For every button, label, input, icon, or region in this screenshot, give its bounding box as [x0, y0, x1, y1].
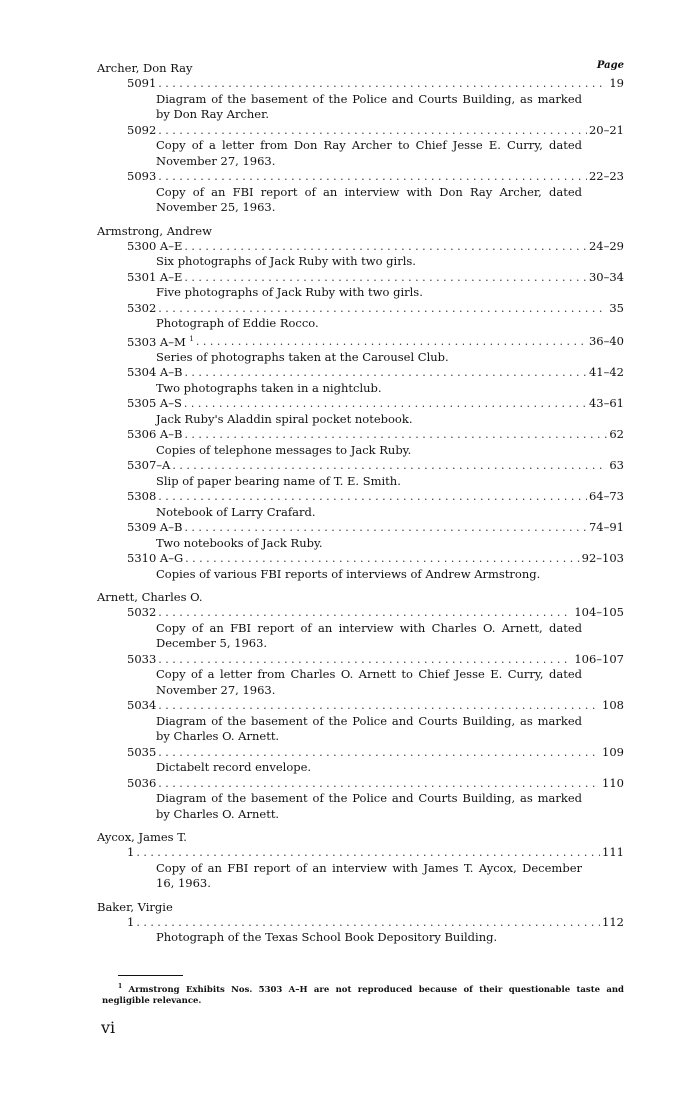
- exhibit-line: [127, 652, 624, 668]
- witness-group: [97, 899, 624, 946]
- exhibit-number: [127, 745, 156, 761]
- exhibit-entry: [97, 123, 624, 170]
- exhibit-number: [127, 427, 182, 443]
- exhibit-number: [127, 458, 170, 474]
- dot-leader: [158, 123, 587, 139]
- footnote-rule: [118, 975, 183, 976]
- exhibit-number: [127, 239, 182, 255]
- exhibit-number: [127, 698, 156, 714]
- exhibit-page: 35: [609, 300, 624, 315]
- dot-leader: [158, 301, 607, 317]
- exhibit-number-text: 5035: [127, 744, 157, 759]
- exhibit-number-text: 5093: [127, 169, 157, 183]
- witness-group: [97, 829, 624, 892]
- exhibit-number-text: 5308: [127, 489, 157, 504]
- exhibit-number-text: 5301 A–E: [127, 269, 183, 284]
- exhibit-entry: [97, 551, 624, 582]
- exhibit-number: [127, 520, 182, 536]
- witness-group: [97, 60, 624, 216]
- exhibit-number-text: 5307–A: [127, 458, 171, 473]
- exhibit-number: [127, 270, 182, 286]
- exhibit-number-text: 5302: [127, 300, 157, 315]
- exhibit-number: [127, 652, 156, 668]
- exhibit-page: 104–105: [574, 605, 624, 620]
- exhibit-number-text: 5304 A–B: [127, 365, 183, 380]
- exhibit-number-text: 5091: [127, 76, 157, 90]
- exhibit-number: [127, 169, 156, 185]
- exhibit-number: [127, 301, 156, 317]
- exhibit-line: [127, 270, 624, 286]
- exhibit-description: Copies of telephone messages to Jack Ruby.: [156, 442, 412, 457]
- exhibit-number-text: 5309 A–B: [127, 520, 183, 535]
- exhibit-description: Six photographs of Jack Ruby with two girls.: [156, 254, 416, 268]
- exhibit-description: Diagram of the basement of the Police and Courts Building, as marked by Don Ray Archer.: [156, 91, 582, 121]
- exhibit-number-text: 5032: [127, 605, 157, 620]
- exhibit-description: Jack Ruby's Aladdin spiral pocket notebook.: [156, 411, 413, 426]
- exhibit-page: 92–103: [581, 551, 624, 566]
- exhibit-number-text: 1: [127, 914, 135, 929]
- exhibit-entry: [97, 845, 624, 892]
- dot-leader: [158, 489, 587, 505]
- exhibit-page: 112: [602, 914, 624, 929]
- exhibit-entry: [97, 427, 624, 458]
- exhibit-number: [127, 915, 134, 931]
- dot-leader: [158, 652, 572, 668]
- exhibit-entry: [97, 76, 624, 123]
- exhibit-line: [127, 427, 624, 443]
- exhibit-entry: [97, 652, 624, 699]
- exhibit-page: 62: [609, 427, 624, 442]
- exhibit-number-text: 5034: [127, 698, 157, 713]
- exhibit-page: 36–40: [588, 334, 624, 349]
- page-folio: vi: [101, 1018, 116, 1037]
- exhibit-line: [127, 605, 624, 621]
- dot-leader: [184, 239, 587, 255]
- exhibit-line: [127, 845, 624, 861]
- exhibit-number-text: 5306 A–B: [127, 427, 183, 442]
- exhibit-entry: [97, 776, 624, 823]
- dot-leader: [158, 169, 587, 185]
- witness-group: [97, 589, 624, 822]
- exhibit-description: Copy of an FBI report of an interview with Charles O. Arnett, dated December 5, 1963.: [156, 620, 582, 651]
- exhibit-entry: [97, 605, 624, 652]
- exhibit-description: Copy of a letter from Charles O. Arnett to Chief Jesse E. Curry, dated November 27, 1963.: [156, 667, 582, 697]
- witness-group: [97, 223, 624, 583]
- exhibit-line: [127, 396, 624, 412]
- exhibit-description: Dictabelt record envelope.: [156, 760, 312, 775]
- dot-leader: [185, 551, 579, 567]
- dot-leader: [158, 745, 600, 761]
- exhibit-description: Slip of paper bearing name of T. E. Smith.: [156, 473, 401, 488]
- exhibit-entry: [97, 489, 624, 520]
- exhibit-line: [127, 698, 624, 714]
- exhibit-number: [127, 396, 182, 412]
- exhibit-entry: [97, 520, 624, 551]
- exhibit-line: [127, 365, 624, 381]
- dot-leader: [158, 698, 600, 714]
- exhibit-entry: [97, 745, 624, 776]
- exhibit-page: 20–21: [588, 122, 624, 137]
- witness-name: Aycox, James T.: [97, 830, 187, 845]
- exhibit-number: [127, 76, 156, 92]
- exhibit-number-text: 5310 A–G: [127, 551, 184, 566]
- exhibit-description: Copy of a letter from Don Ray Archer to Chief Jesse E. Curry, dated November 27, 1963.: [156, 138, 582, 168]
- exhibit-line: [127, 489, 624, 505]
- footnote-text: Armstrong Exhibits Nos. 5303 A–H are not reproduced because of their questionable taste and negligible relevance.: [102, 984, 625, 1006]
- dot-leader: [172, 458, 607, 474]
- dot-leader: [136, 845, 600, 861]
- exhibit-entry: [97, 332, 624, 366]
- exhibit-number: [127, 605, 156, 621]
- exhibit-entry: [97, 270, 624, 301]
- witness-name: Arnett, Charles O.: [97, 590, 203, 605]
- exhibit-page: 30–34: [588, 269, 624, 284]
- exhibit-description: Copies of various FBI reports of interviews of Andrew Armstrong.: [156, 566, 541, 581]
- footnote-reference: 1: [189, 334, 194, 343]
- exhibit-page: 41–42: [588, 365, 624, 380]
- exhibit-line: [127, 239, 624, 255]
- exhibit-number: [127, 776, 156, 792]
- exhibit-page: 63: [609, 458, 624, 473]
- exhibit-line: [127, 332, 624, 350]
- exhibit-line: [127, 745, 624, 761]
- exhibit-number: [127, 489, 156, 505]
- exhibit-entry: [97, 301, 624, 332]
- exhibit-entry: [97, 365, 624, 396]
- dot-leader: [136, 915, 600, 931]
- exhibit-description: Copy of an FBI report of an interview with James T. Aycox, December 16, 1963.: [156, 860, 582, 891]
- exhibit-line: [127, 301, 624, 317]
- exhibit-description: Diagram of the basement of the Police and Courts Building, as marked by Charles O. Arnett.: [156, 791, 582, 821]
- exhibit-page: 24–29: [588, 238, 624, 253]
- exhibit-entry: [97, 458, 624, 489]
- dot-leader: [184, 365, 587, 381]
- footnote: [102, 981, 624, 1007]
- exhibit-number: [127, 332, 194, 350]
- exhibit-number: [127, 123, 156, 139]
- exhibit-entry: [97, 239, 624, 270]
- exhibit-entry: [97, 396, 624, 427]
- dot-leader: [158, 76, 607, 92]
- exhibit-page: 19: [609, 76, 624, 90]
- witness-name: Baker, Virgie: [97, 899, 173, 914]
- exhibit-line: [127, 458, 624, 474]
- exhibit-description: Diagram of the basement of the Police and Courts Building, as marked by Charles O. Arnett.: [156, 713, 582, 744]
- exhibit-line: [127, 520, 624, 536]
- exhibit-page: 64–73: [588, 489, 624, 504]
- exhibit-number-text: 1: [127, 845, 135, 860]
- exhibit-number-text: 5036: [127, 775, 157, 790]
- exhibit-description: Two photographs taken in a nightclub.: [156, 380, 382, 395]
- exhibit-number-text: 5033: [127, 651, 157, 666]
- exhibit-line: [127, 915, 624, 931]
- exhibit-number-text: 5092: [127, 122, 157, 137]
- exhibit-description: Two notebooks of Jack Ruby.: [156, 535, 323, 550]
- exhibit-line: [127, 776, 624, 792]
- exhibit-entry: [97, 698, 624, 745]
- exhibit-page: 110: [602, 775, 624, 790]
- exhibit-page: 109: [602, 744, 624, 759]
- exhibit-description: Copy of an FBI report of an interview with Don Ray Archer, dated November 25, 1963.: [156, 184, 582, 214]
- exhibit-description: Notebook of Larry Crafard.: [156, 504, 316, 519]
- exhibit-entry: [97, 169, 624, 216]
- exhibit-number: [127, 551, 183, 567]
- exhibit-description: Series of photographs taken at the Carousel Club.: [156, 349, 449, 364]
- dot-leader: [184, 270, 587, 286]
- exhibit-number-text: 5303 A–M: [127, 334, 186, 349]
- exhibit-page: 74–91: [588, 520, 624, 535]
- witness-name: Archer, Don Ray: [97, 61, 193, 75]
- exhibit-description: Photograph of the Texas School Book Depository Building.: [156, 930, 498, 945]
- dot-leader: [158, 605, 572, 621]
- dot-leader: [158, 776, 600, 792]
- exhibit-page: 108: [602, 698, 624, 713]
- exhibit-entry: [97, 915, 624, 946]
- exhibit-line: [127, 169, 624, 185]
- exhibit-description: Five photographs of Jack Ruby with two girls.: [156, 285, 423, 299]
- exhibit-page: 111: [602, 845, 624, 860]
- witness-name: Armstrong, Andrew: [97, 223, 212, 238]
- exhibit-page: 22–23: [588, 169, 624, 183]
- exhibit-index: [97, 60, 624, 953]
- exhibit-line: [127, 551, 624, 567]
- dot-leader: [184, 396, 587, 412]
- exhibit-number-text: 5300 A–E: [127, 238, 183, 253]
- dot-leader: [184, 520, 587, 536]
- footnote-marker: 1: [118, 983, 123, 990]
- exhibit-number: [127, 845, 134, 861]
- exhibit-number-text: 5305 A–S: [127, 396, 182, 411]
- exhibit-page: 43–61: [588, 396, 624, 411]
- exhibit-line: [127, 76, 624, 92]
- exhibit-page: 106–107: [574, 651, 624, 666]
- exhibit-description: Photograph of Eddie Rocco.: [156, 316, 319, 330]
- exhibit-line: [127, 123, 624, 139]
- page-column-label: Page: [596, 60, 624, 71]
- dot-leader: [184, 427, 607, 443]
- dot-leader: [196, 334, 587, 350]
- exhibit-number: [127, 365, 182, 381]
